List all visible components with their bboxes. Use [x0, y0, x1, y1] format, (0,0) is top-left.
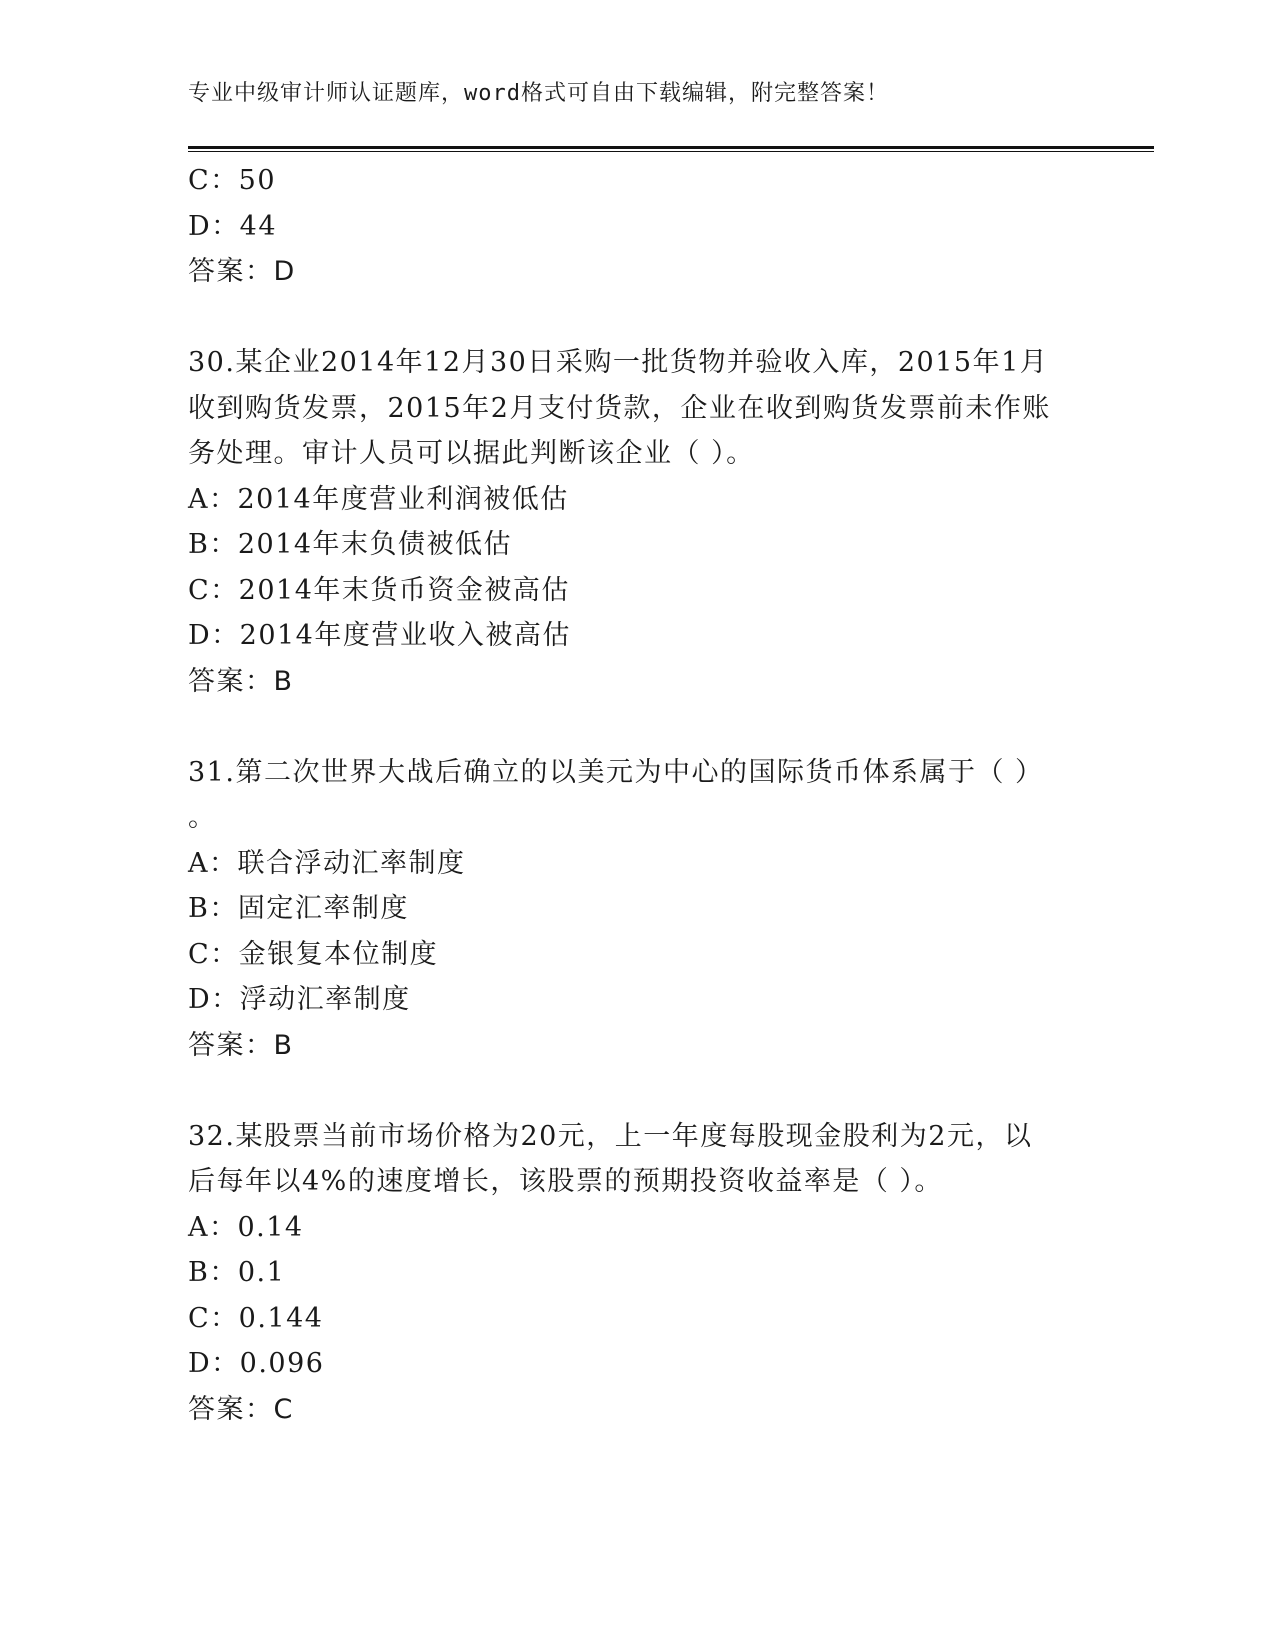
question-text: 务处理。审计人员可以据此判断该企业（ ）。 [188, 438, 755, 469]
header-divider [188, 146, 1154, 152]
spacer [188, 1068, 1088, 1114]
option-d: D：44 [188, 210, 278, 242]
option-a: A：联合浮动汇率制度 [188, 847, 466, 879]
option-b: B：2014年末负债被低估 [188, 529, 513, 560]
page-header: 专业中级审计师认证题库，word格式可自由下载编辑，附完整答案！ [188, 81, 889, 106]
answer-line: 答案：B [188, 1029, 294, 1061]
question-text: 后每年以4%的速度增长，该股票的预期投资收益率是（ ）。 [188, 1166, 943, 1197]
question-text: 32.某股票当前市场价格为20元，上一年度每股现金股利为2元，以 [188, 1120, 1033, 1152]
question-text: 31.第二次世界大战后确立的以美元为中心的国际货币体系属于（ ） [188, 756, 1044, 788]
option-d: D：浮动汇率制度 [188, 984, 411, 1015]
question-text: 。 [188, 802, 217, 833]
option-b: B：固定汇率制度 [188, 893, 409, 924]
option-d: D：0.096 [188, 1348, 325, 1379]
option-c: C：2014年末货币资金被高估 [188, 574, 570, 606]
answer-line: 答案：C [188, 1393, 294, 1425]
question-list [188, 158, 1088, 1432]
option-c: C：金银复本位制度 [188, 938, 439, 970]
answer-line: 答案：D [188, 256, 296, 287]
question-31 [188, 750, 1088, 1069]
option-a: A：2014年度营业利润被低估 [188, 483, 569, 515]
question-30 [188, 340, 1088, 704]
question-text: 收到购货发票，2015年2月支付货款，企业在收到购货发票前未作账 [188, 392, 1051, 424]
option-b: B：0.1 [188, 1257, 286, 1288]
option-c: C：0.144 [188, 1302, 324, 1334]
option-c: C：50 [188, 165, 277, 196]
option-a: A：0.14 [188, 1211, 304, 1243]
question-text: 30.某企业2014年12月30日采购一批货物并验收入库，2015年1月 [188, 347, 1049, 378]
option-d: D：2014年度营业收入被高估 [188, 620, 571, 651]
spacer [188, 704, 1088, 750]
answer-line: 答案：B [188, 665, 294, 697]
question-32 [188, 1114, 1088, 1433]
spacer [188, 295, 1088, 341]
